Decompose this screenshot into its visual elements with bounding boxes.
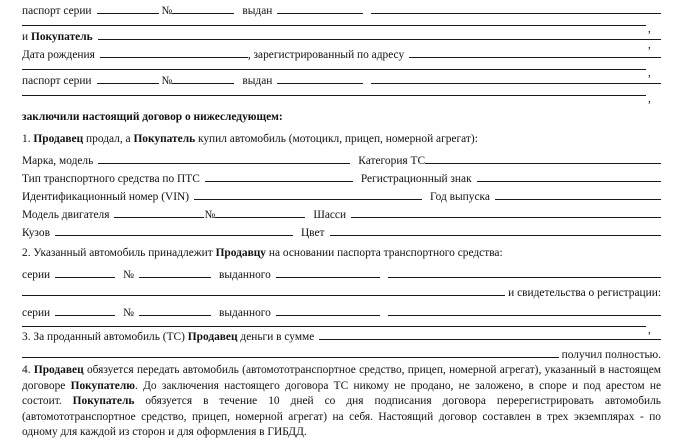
passport-series-label: паспорт серии	[22, 5, 92, 17]
reg-plate-blank[interactable]	[477, 170, 661, 182]
passport-issued-blank[interactable]	[277, 2, 363, 14]
pts-series-blank[interactable]	[55, 266, 115, 278]
make-model-label: Марка, модель	[22, 155, 94, 167]
sts-issuer-blank[interactable]	[388, 304, 661, 316]
clause4-number: 4.	[22, 364, 34, 376]
pts-series-line	[22, 266, 661, 284]
engine-number-sign: №	[204, 209, 216, 221]
vehicle-type-label: Тип транспортного средства по ПТС	[22, 173, 200, 185]
passport-series-blank[interactable]	[97, 2, 159, 14]
issued-by-label-2: выдан	[242, 75, 273, 87]
clause1-mid-label: продал, а	[83, 133, 134, 145]
clause4-buyer-bold-2: Покупатель	[72, 395, 135, 408]
buyer-bold-label: Покупатель	[30, 31, 93, 43]
engine-model-label: Модель двигателя	[22, 209, 110, 221]
clause-3-line	[22, 328, 661, 346]
passport-issuer-blank[interactable]	[371, 2, 661, 14]
number-sign-label: №	[161, 5, 173, 17]
clause4-text-1: обязуется передать автомобиль (автомототранспортное средство, прицеп, номерной агрегат), указанный в настоящем договоре	[22, 364, 661, 392]
vin-blank[interactable]	[194, 188, 422, 200]
sum-blank-cont[interactable]	[22, 346, 559, 358]
engine-model-line	[22, 206, 661, 224]
continuation-rule-2[interactable]	[22, 69, 646, 70]
sts-number-sign: №	[123, 307, 135, 319]
comma-5: ,	[648, 324, 651, 336]
birthdate-address-line	[22, 46, 661, 64]
clause-4-paragraph	[22, 363, 661, 441]
vehicle-type-blank[interactable]	[205, 170, 353, 182]
continuation-rule-1[interactable]	[22, 25, 646, 26]
category-ts-label: Категория ТС	[358, 155, 426, 167]
comma-3: ,	[648, 67, 651, 79]
passport-line-buyer	[22, 72, 661, 90]
clause2-prefix-label: 2. Указанный автомобиль принадлежит	[22, 247, 216, 259]
sts-number-blank[interactable]	[139, 304, 211, 316]
and-prefix-label: и	[22, 31, 31, 43]
comma-2: ,	[648, 39, 651, 51]
passport-issuer-blank-2[interactable]	[371, 72, 661, 84]
pts-series-label: серии	[22, 269, 51, 281]
buyer-line	[22, 28, 661, 46]
received-in-full-line	[22, 346, 661, 364]
sts-issued-date-blank[interactable]	[276, 304, 380, 316]
registered-at-label: , зарегистрированный по адресу	[247, 49, 405, 61]
chassis-blank[interactable]	[351, 206, 661, 218]
clause2-seller-label: Продавцу	[215, 247, 266, 259]
registration-cert-label: и свидетельства о регистрации:	[505, 287, 661, 299]
make-model-line	[22, 152, 661, 170]
clause3-seller-label: Продавец	[187, 331, 238, 343]
clause4-buyer-bold-1: Покупателю	[70, 379, 135, 392]
number-sign-label-2: №	[161, 75, 173, 87]
clause4-text-2: . До заключения настоящего договора ТС никому не продано, не заложено, в споре и под арестом не состоит.	[22, 379, 661, 408]
continuation-rule-3[interactable]	[22, 95, 646, 96]
comma-1: ,	[648, 23, 651, 35]
passport-series-blank-2[interactable]	[97, 72, 159, 84]
vin-label: Идентификационный номер (VIN)	[22, 191, 190, 203]
passport-issued-blank-2[interactable]	[277, 72, 363, 84]
color-label: Цвет	[300, 227, 325, 239]
clause1-buyer-label: Покупатель	[133, 133, 196, 145]
clause1-number: 1.	[22, 133, 34, 145]
vin-line	[22, 188, 661, 206]
clause-1-line	[22, 130, 661, 148]
pts-issuer-blank-cont[interactable]	[22, 284, 505, 296]
pts-number-sign: №	[123, 269, 135, 281]
clause2-tail-label: на основании паспорта транспортного средства:	[266, 247, 503, 259]
chassis-label: Шасси	[313, 209, 347, 221]
passport-series-label-2: паспорт серии	[22, 75, 92, 87]
color-blank[interactable]	[330, 224, 661, 236]
contract-heading	[22, 108, 661, 126]
clause1-tail-label: купил автомобиль (мотоцикл, прицеп, номерной агрегат):	[195, 133, 478, 145]
make-model-blank[interactable]	[98, 152, 350, 164]
issued-by-label: выдан	[242, 5, 273, 17]
clause1-seller-label: Продавец	[33, 133, 84, 145]
pts-issued-date-blank[interactable]	[276, 266, 380, 278]
sum-blank[interactable]	[319, 328, 661, 340]
year-blank[interactable]	[495, 188, 661, 200]
sts-series-label: серии	[22, 307, 51, 319]
passport-line-seller	[22, 2, 661, 20]
pts-number-blank[interactable]	[139, 266, 211, 278]
clause4-seller-bold-1: Продавец	[33, 364, 84, 376]
continuation-rule-4[interactable]	[22, 326, 646, 327]
clause3-tail-label: деньги в сумме	[237, 331, 315, 343]
comma-4: ,	[648, 93, 651, 105]
clause4-text-3: обязуется в течение 10 дней со дня подписания договора перерегистрировать автомобиль (автомототранспортное средство, прицеп, номерной агрегат) на себя. Настоящий договор составлен в трех экземплярах - по одному для каждой из сторон и для оформления в ГИБДД.	[22, 395, 661, 439]
address-blank[interactable]	[409, 46, 661, 58]
year-label: Год выпуска	[430, 191, 490, 203]
birth-date-blank[interactable]	[100, 46, 248, 58]
category-ts-blank[interactable]	[425, 152, 661, 164]
sts-series-line	[22, 304, 661, 322]
passport-number-blank-2[interactable]	[172, 72, 234, 84]
clause-2-line	[22, 244, 661, 262]
pts-issued-label: выданного	[219, 269, 271, 281]
body-color-line	[22, 224, 661, 242]
reg-plate-label: Регистрационный знак	[360, 173, 472, 185]
sts-issued-label: выданного	[219, 307, 271, 319]
sts-series-blank[interactable]	[55, 304, 115, 316]
received-in-full-label: получил полностью.	[558, 349, 661, 361]
registration-cert-line	[22, 284, 661, 302]
engine-model-blank[interactable]	[114, 206, 204, 218]
body-label: Кузов	[22, 227, 50, 239]
pts-issuer-blank[interactable]	[388, 266, 661, 278]
contract-heading-label: заключили настоящий договор о нижеследующем:	[22, 111, 283, 123]
passport-number-blank[interactable]	[172, 2, 234, 14]
clause3-prefix-label: 3. За проданный автомобиль (ТС)	[22, 331, 188, 343]
buyer-name-blank[interactable]	[98, 28, 661, 40]
birth-date-label: Дата рождения	[22, 49, 95, 61]
vehicle-type-line	[22, 170, 661, 188]
engine-number-blank[interactable]	[215, 206, 305, 218]
body-blank[interactable]	[55, 224, 293, 236]
